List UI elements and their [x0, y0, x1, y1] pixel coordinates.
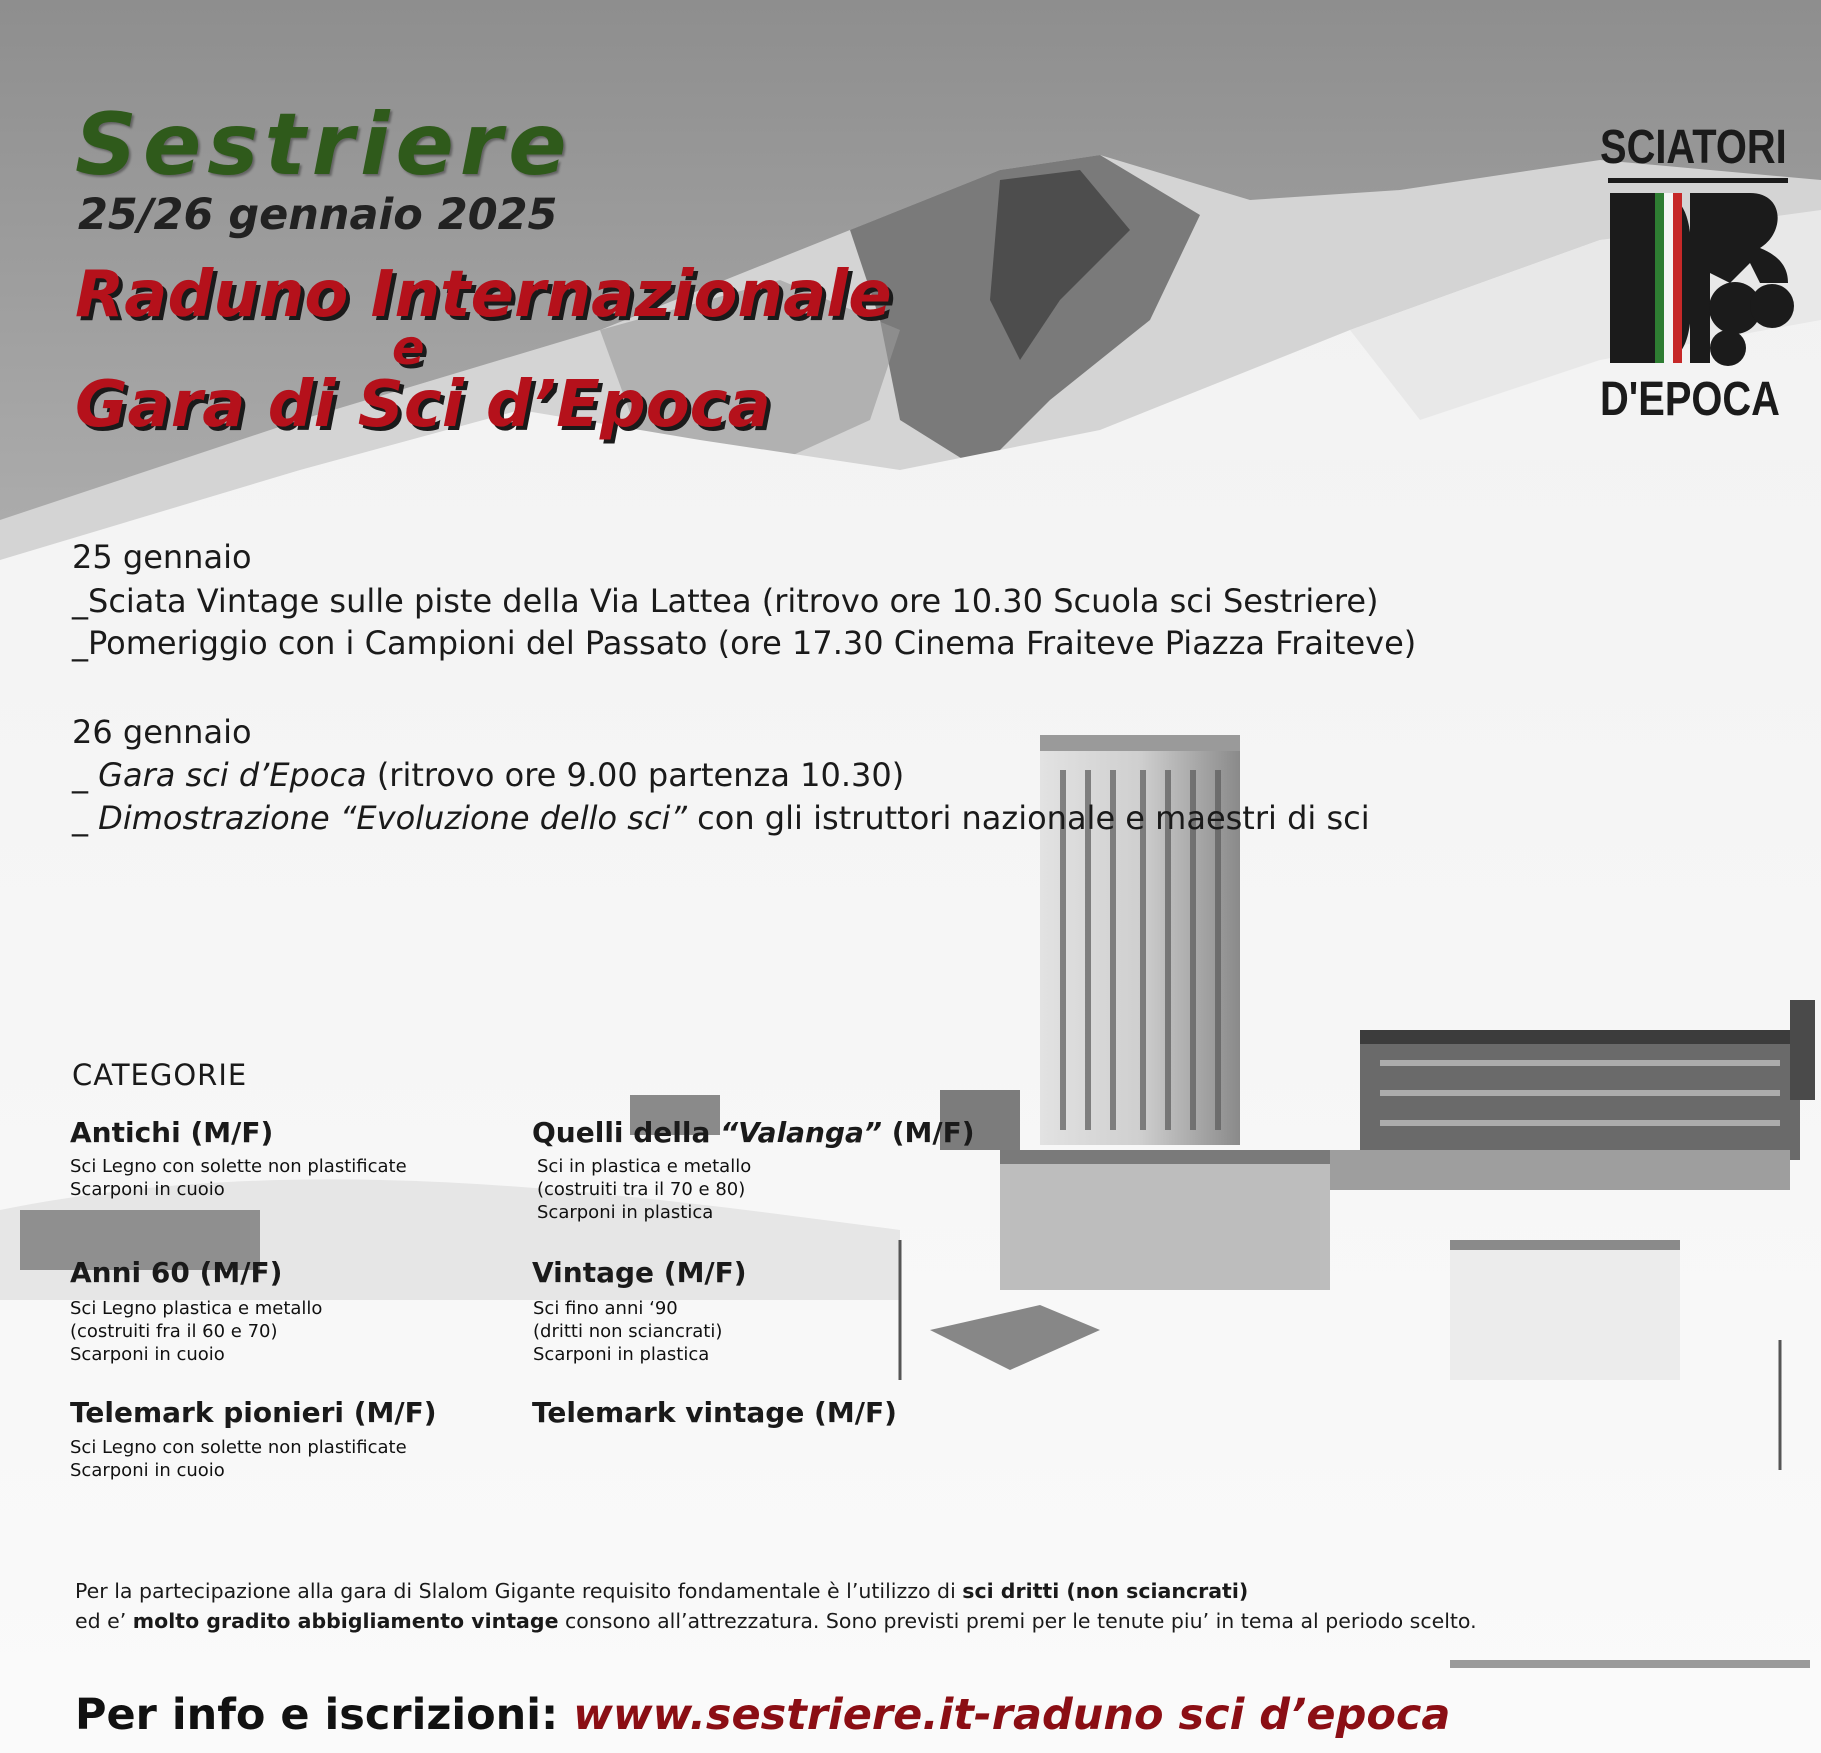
category-name-text: (M/F) [881, 1116, 975, 1149]
category-detail-line: Sci fino anni ‘90 [533, 1298, 678, 1319]
program-day1-item2 [72, 624, 1416, 662]
category-detail-line: Scarponi in plastica [533, 1344, 710, 1365]
note-emphasis: molto gradito abbigliamento vintage [132, 1609, 559, 1633]
town-name: Sestriere [75, 95, 573, 195]
item-text: con gli istruttori nazionale e maestri di sci [687, 799, 1370, 837]
note-line2 [75, 1606, 1477, 1636]
categories-heading: CATEGORIE [72, 1058, 248, 1092]
item-text: Sciata Vintage sulle piste della Via Lattea (ritrovo ore 10.30 Scuola sci Sestriere) [88, 582, 1379, 620]
category-detail-line: (costruiti tra il 70 e 80) [537, 1179, 746, 1200]
category-detail-line: Sci Legno con solette non plastificate [70, 1156, 407, 1177]
category-detail-line: (dritti non sciancrati) [533, 1321, 723, 1342]
category-valanga-name [532, 1116, 975, 1149]
item-prefix: _ [72, 756, 99, 794]
note-text: consono all’attrezzatura. Sono previsti premi per le tenute piu’ in tema al periodo scelto. [558, 1609, 1477, 1633]
note-emphasis: sci dritti (non sciancrati) [962, 1579, 1249, 1603]
item-text: (ritrovo ore 9.00 partenza 10.30) [366, 756, 905, 794]
category-detail-line: (costruiti fra il 60 e 70) [70, 1321, 278, 1342]
event-dates: 25/26 gennaio 2025 [78, 190, 558, 240]
category-detail-line: Scarponi in cuoio [70, 1344, 225, 1365]
logo-top-rule [1608, 178, 1788, 183]
program-day2-item2 [72, 799, 1370, 837]
category-telemark-pionieri-name: Telemark pionieri (M/F) [70, 1396, 437, 1429]
category-telemark-pionieri-details [70, 1436, 407, 1482]
info-website-link[interactable]: www.sestriere.it-raduno sci d’epoca [573, 1690, 1451, 1740]
item-emphasis: Gara sci d’Epoca [98, 756, 367, 794]
note-text: ed e’ [75, 1609, 133, 1633]
category-name-text: Quelli della [532, 1116, 721, 1149]
note-line1 [75, 1576, 1477, 1606]
category-detail-line: Scarponi in plastica [537, 1202, 714, 1223]
item-prefix: _ [72, 582, 88, 620]
item-prefix: _ [72, 799, 99, 837]
note-text: Per la partecipazione alla gara di Slalom Gigante requisito fondamentale è l’utilizzo di [75, 1579, 963, 1603]
info-footer [75, 1690, 1450, 1740]
item-prefix: _ [72, 624, 88, 662]
logo-mark [1600, 188, 1795, 368]
category-vintage-name: Vintage (M/F) [532, 1256, 747, 1289]
category-detail-line: Sci Legno con solette non plastificate [70, 1437, 407, 1458]
sciatori-depoca-logo [1600, 120, 1795, 435]
category-anni60-name: Anni 60 (M/F) [70, 1256, 283, 1289]
event-title-conjunction: e [392, 320, 425, 376]
event-title-line2: Gara di Sci d’Epoca [75, 368, 771, 442]
category-vintage-details [533, 1297, 722, 1366]
category-detail-line: Sci Legno plastica e metallo [70, 1298, 323, 1319]
program-day2-item1 [72, 756, 904, 794]
category-antichi-details [70, 1155, 407, 1201]
logo-bottom-text: D'EPOCA [1600, 373, 1780, 426]
category-valanga-details [537, 1155, 751, 1224]
category-detail-line: Scarponi in cuoio [70, 1179, 225, 1200]
program-day1-label: 25 gennaio [72, 538, 252, 576]
program-day1-item1 [72, 582, 1379, 620]
participation-note [75, 1576, 1477, 1636]
info-label: Per info e iscrizioni: [75, 1690, 574, 1740]
item-emphasis: Dimostrazione “Evoluzione dello sci” [98, 799, 687, 837]
category-telemark-vintage-name: Telemark vintage (M/F) [532, 1396, 897, 1429]
category-name-emphasis: “Valanga” [720, 1116, 882, 1149]
event-title-line1: Raduno Internazionale [75, 258, 892, 332]
item-text: Pomeriggio con i Campioni del Passato (ore 17.30 Cinema Fraiteve Piazza Fraiteve) [88, 624, 1417, 662]
category-antichi-name: Antichi (M/F) [70, 1116, 274, 1149]
program-day2-label: 26 gennaio [72, 713, 252, 751]
category-anni60-details [70, 1297, 322, 1366]
category-detail-line: Sci in plastica e metallo [537, 1156, 752, 1177]
category-detail-line: Scarponi in cuoio [70, 1460, 225, 1481]
logo-top-text: SCIATORI [1600, 121, 1787, 174]
